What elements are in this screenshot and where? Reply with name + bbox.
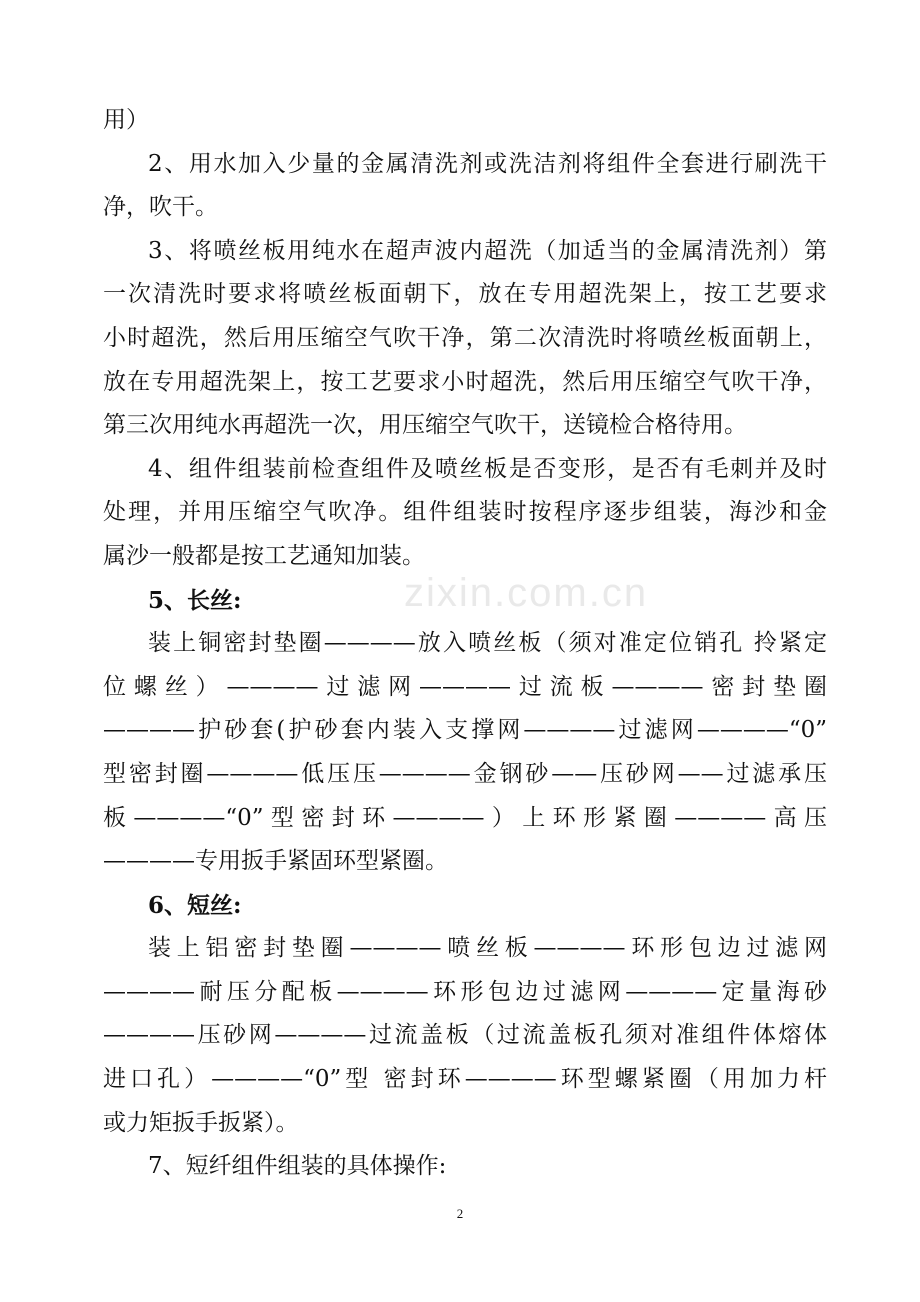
text-line: 第三次用纯水再超洗一次，用压缩空气吹干，送镜检合格待用。	[103, 412, 747, 439]
section-heading: 5、长丝:	[148, 586, 242, 614]
watermark: zixin.com.cn	[404, 571, 649, 615]
text-line: 净，吹干。	[103, 194, 218, 221]
text-line: 板————“0”型密封环————）上环形紧圈————高压	[103, 804, 827, 831]
text-line: 属沙一般都是按工艺通知加装。	[103, 542, 425, 569]
page-number: 2	[456, 1206, 464, 1221]
text-line: 4、组件组装前检查组件及喷丝板是否变形，是否有毛刺并及时	[148, 455, 827, 482]
text-line: 3、将喷丝板用纯水在超声波内超洗（加适当的金属清洗剂）第	[148, 237, 827, 264]
text-line: 小时超洗，然后用压缩空气吹干净，第二次清洗时将喷丝板面朝上，	[103, 324, 827, 351]
text-line: 处理，并用压缩空气吹净。组件组装时按程序逐步组装，海沙和金	[103, 499, 827, 526]
text-line: ————护砂套(护砂套内装入支撑网————过滤网————“0”	[103, 717, 827, 744]
text-line: 一次清洗时要求将喷丝板面朝下，放在专用超洗架上，按工艺要求	[103, 281, 827, 308]
text-line: 7、短纤组件组装的具体操作:	[148, 1153, 447, 1180]
text-line: ————耐压分配板————环形包边过滤网————定量海砂	[103, 978, 827, 1005]
text-line: 2、用水加入少量的金属清洗剂或洗洁剂将组件全套进行刷洗干	[148, 150, 827, 177]
text-line: 位螺丝）————过滤网————过流板————密封垫圈	[103, 673, 827, 700]
text-line: 型密封圈————低压压————金钢砂——压砂网——过滤承压	[103, 760, 827, 787]
text-line: 放在专用超洗架上，按工艺要求小时超洗，然后用压缩空气吹干净，	[103, 368, 827, 395]
text-line: 进口孔）————“0”型 密封环————环型螺紧圈（用加力杆	[103, 1066, 827, 1093]
body-text	[103, 99, 827, 1189]
section-heading: 6、短丝:	[148, 891, 242, 919]
text-line: 或力矩扳手扳紧）。	[103, 1109, 299, 1136]
text-line: 装上铜密封垫圈————放入喷丝板（须对准定位销孔 拎紧定	[148, 630, 827, 657]
text-line: ————专用扳手紧固环型紧圈。	[103, 848, 448, 875]
text-line: 用）	[103, 107, 149, 133]
text-line: 装上铝密封垫圈————喷丝板————环形包边过滤网	[148, 935, 827, 962]
text-line: ————压砂网————过流盖板（过流盖板孔须对准组件体熔体	[103, 1022, 827, 1049]
